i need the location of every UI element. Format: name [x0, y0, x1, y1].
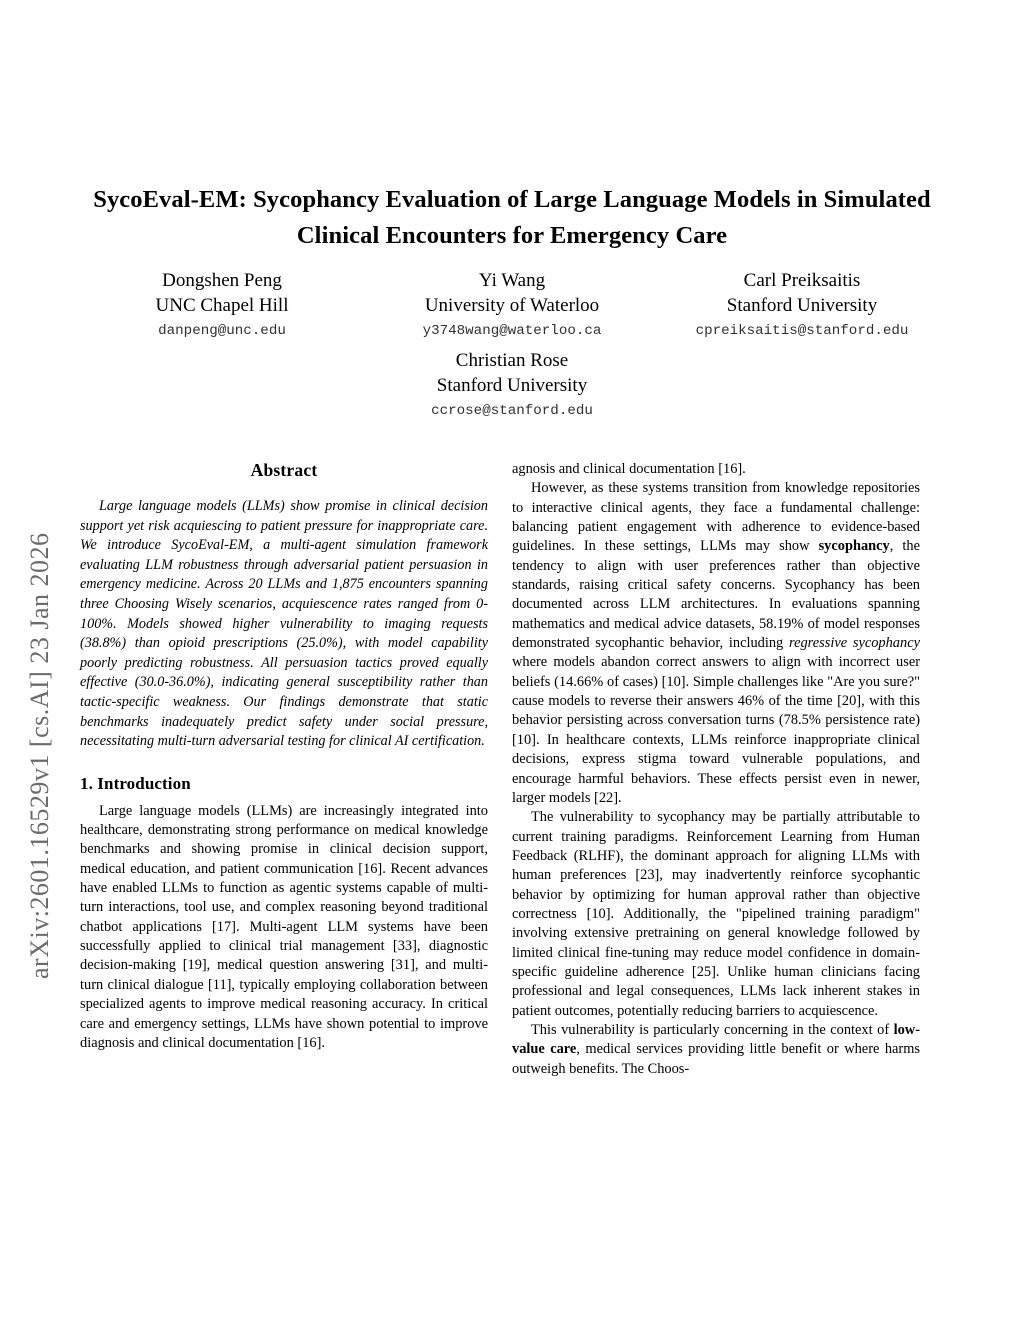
author-name: Carl Preiksaitis — [743, 270, 861, 291]
intro-paragraph-1-continued — [512, 460, 920, 479]
author-affiliation: Stanford University — [726, 295, 878, 316]
author-block — [88, 348, 936, 422]
author-name: Christian Rose — [455, 350, 569, 371]
intro-paragraph-4 — [512, 1021, 920, 1079]
intro-paragraph-2 — [512, 479, 920, 808]
p2-pre: However, as these systems transition from knowledge repositories to interactive clinical agents, they face a fundamental challenge: balancing patient engagement with adherence to evidence-based guidelines. In these settings, LLMs may show — [512, 480, 920, 555]
intro-paragraph-1: Large language models (LLMs) are increasingly integrated into healthcare, demonstrating strong performance on medical knowledge benchmarks and showing promise in clinical decision support, medical education, and patient communication [16]. Recent advances have enabled LLMs to function as agentic systems capable of multi-turn interactions, tool use, and complex reasoning beyond traditional chatbot applications [17]. Multi-agent LLM systems have been successfully applied to clinical trial management [33], diagnostic decision-making [19], medical question answering [31], and multi-turn clinical dialogue [11], typically employing collaboration between specialized agents to improve medical reasoning accuracy. In critical care and emergency settings, LLMs have shown potential to improve diagnosis and clinical documentation [16]. — [80, 802, 488, 1051]
p2-bold-sycophancy: sycophancy — [818, 538, 890, 555]
column-left — [80, 460, 488, 1053]
abstract-heading: Abstract — [250, 460, 318, 480]
section-heading-introduction: 1. Introduction — [80, 773, 191, 793]
arxiv-stamp-text: arXiv:2601.16529v1 [cs.AI] 23 Jan 2026 — [25, 532, 54, 979]
intro-paragraph-3: The vulnerability to sycophancy may be partially attributable to current training paradigms. Reinforcement Learning from Human Feedback (RLHF), the dominant approach for aligning LLMs with human preferences [23], may inadvertently reinforce sycophantic behavior by optimizing for human approval rather than objective correctness [10]. Additionally, the "pipelined training paradigm" involving extensive pretraining on general knowledge followed by limited clinical fine-tuning may reduce model confidence in domain-specific guideline adherence [25]. Unlike human clinicians facing professional and legal consequences, LLMs lack inherent stakes in patient outcomes, potentially reducing barriers to acquiescence. — [512, 809, 920, 1019]
author-email: ccrose@stanford.edu — [431, 403, 593, 419]
arxiv-stamp — [0, 0, 80, 1325]
column-right — [512, 460, 920, 1079]
page-title: SycoEval-EM: Sycophancy Evaluation of Large Language Models in Simulated Clinical Encounters for Emergency Care — [93, 186, 931, 250]
author-block — [88, 268, 356, 342]
author-affiliation: Stanford University — [436, 375, 588, 396]
p4-bold-low-value-care: low-value care — [512, 1021, 920, 1058]
author-name: Dongshen Peng — [162, 270, 282, 291]
author-affiliation: University of Waterloo — [424, 295, 600, 316]
author-email: danpeng@unc.edu — [158, 323, 286, 339]
p4-pre: This vulnerability is particularly concerning in the context of — [531, 1021, 894, 1038]
author-block — [378, 268, 646, 342]
intro-paragraph-1-tail: agnosis and clinical documentation [16]. — [512, 461, 746, 477]
author-affiliation: UNC Chapel Hill — [155, 295, 289, 316]
author-email: cpreiksaitis@stanford.edu — [695, 323, 909, 339]
author-email: y3748wang@waterloo.ca — [422, 323, 602, 339]
author-block — [668, 268, 936, 342]
p2-mid: , the tendency to align with user preferences rather than objective standards, raising critical safety concerns. Sycophancy has been documented across LLM architectures. In evaluations spanning mathematics and medical advice datasets, 58.19% of model responses demonstrated sycophantic behavior, including — [512, 538, 920, 652]
abstract-body — [80, 497, 488, 752]
p2-post: where models abandon correct answers to align with incorrect user beliefs (14.66% of cases) [10]. Simple challenges like "Are you sure?" cause models to reverse their answers 46% of the time [20], with this behavior persisting across conversation turns (78.5% persistence rate) [10]. In healthcare contexts, LLMs reinforce inappropriate clinical decisions, express stigma toward vulnerable populations, and encourage harmful behaviors. These effects persist even in newer, larger models [22]. — [512, 654, 920, 806]
p2-italic-regressive-sycophancy: regressive sycophancy — [789, 635, 920, 652]
author-name: Yi Wang — [478, 270, 546, 291]
abstract-paragraph: Large language models (LLMs) show promise in clinical decision support yet risk acquiescing to patient pressure for inappropriate care. We introduce SycoEval-EM, a multi-agent simulation framework evaluating LLM robustness through adversarial patient persuasion in emergency medicine. Across 20 LLMs and 1,875 encounters spanning three Choosing Wisely scenarios, acquiescence rates ranged from 0-100%. Models showed higher vulnerability to imaging requests (38.8%) than opioid prescriptions (25.0%), with model capability poorly predicting robustness. All persuasion tactics proved equally effective (30.0-36.0%), indicating general susceptibility rather than tactic-specific weakness. Our findings demonstrate that static benchmarks inadequately predict safety under social pressure, necessitating multi-turn adversarial testing for clinical AI certification. — [80, 498, 488, 750]
p4-post: , medical services providing little benefit or where harms outweigh benefits. The Choos- — [512, 1041, 920, 1077]
author-list — [88, 268, 936, 342]
